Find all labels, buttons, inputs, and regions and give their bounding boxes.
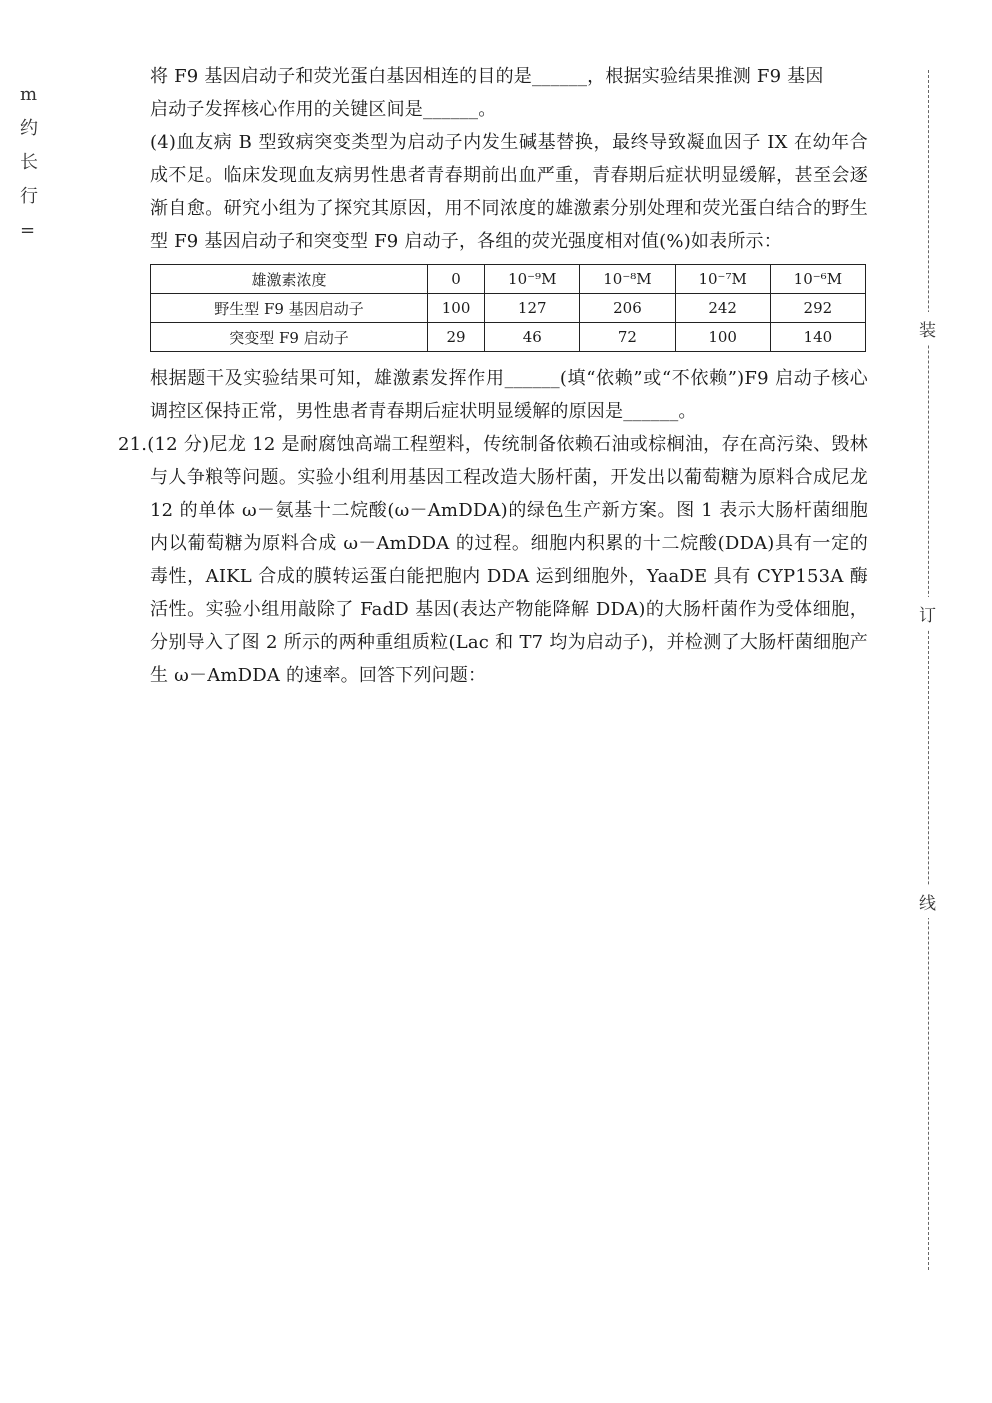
table-cell: 野生型 F9 基因启动子 — [151, 294, 428, 323]
table-cell: 29 — [428, 323, 485, 352]
table-cell: 292 — [770, 294, 865, 323]
table-cell: 140 — [770, 323, 865, 352]
table-cell: 100 — [428, 294, 485, 323]
margin-mark: 约 — [20, 118, 38, 139]
margin-mark: 长 — [20, 152, 38, 173]
paragraph-sub4: (4)血友病 B 型致病突变类型为启动子内发生碱基替换，最终导致凝血因子 IX 在幼年合成不足。临床发现血友病男性患者青春期前出血严重，青春期后症状明显缓解，甚至会逐渐自愈。研究小组为了探究其原因，用不同浓度的雄激素分别处理和荧光蛋白结合的野生型 F9 基因启动子和突变型 F9 启动子，各组的荧光强度相对值(%)如表所示： — [150, 132, 868, 252]
table-cell: 突变型 F9 启动子 — [151, 323, 428, 352]
question-number: 21. — [118, 434, 148, 455]
binding-line — [928, 70, 929, 1270]
table-cell: 127 — [485, 294, 580, 323]
table-cell: 10⁻⁶M — [770, 265, 865, 294]
table-header-row — [151, 265, 866, 294]
paragraph — [150, 60, 868, 126]
binding-mark-ding: 订 — [919, 597, 936, 630]
table-cell: 10⁻⁹M — [485, 265, 580, 294]
table-cell: 10⁻⁸M — [580, 265, 675, 294]
table-cell: 46 — [485, 323, 580, 352]
question-21 — [118, 428, 868, 692]
table-cell: 72 — [580, 323, 675, 352]
para1-line1: 将 F9 基因启动子和荧光蛋白基因相连的目的是______，根据实验结果推测 F9 基因 — [150, 66, 824, 87]
margin-mark: m — [20, 84, 38, 105]
margin-mark: = — [20, 220, 36, 241]
question-21-text: (12 分)尼龙 12 是耐腐蚀高端工程塑料，传统制备依赖石油或棕榈油，存在高污染、毁林与人争粮等问题。实验小组利用基因工程改造大肠杆菌，开发出以葡萄糖为原料合成尼龙 12 的单体 ω－氨基十二烷酸(ω－AmDDA)的绿色生产新方案。图 1 表示大肠杆菌细胞内以葡萄糖为原料合成 ω－AmDDA 的过程。细胞内积累的十二烷酸(DDA)具有一定的毒性，AIKL 合成的膜转运蛋白能把胞内 DDA 运到细胞外，YaaDE 具有 CYP153A 酶活性。实验小组用敲除了 FadD 基因(表达产物能降解 DDA)的大肠杆菌作为受体细胞，分别导入了图 2 所示的两种重组质粒(Lac 和 T7 均为启动子)，并检测了大肠杆菌细胞产生 ω－AmDDA 的速率。回答下列问题： — [147, 434, 868, 686]
fluorescence-table — [150, 264, 866, 352]
table-cell: 雄激素浓度 — [151, 265, 428, 294]
table-cell: 206 — [580, 294, 675, 323]
table-row — [151, 323, 866, 352]
binding-mark-xian: 线 — [919, 885, 936, 918]
margin-mark: 行 — [20, 186, 38, 207]
table-row — [151, 294, 866, 323]
question-content — [118, 60, 868, 692]
binding-mark-zhuang: 装 — [919, 312, 936, 345]
table-cell: 10⁻⁷M — [675, 265, 770, 294]
table-cell: 0 — [428, 265, 485, 294]
para1-line2: 启动子发挥核心作用的关键区间是______。 — [150, 99, 497, 120]
table-cell: 100 — [675, 323, 770, 352]
paragraph-conclusion: 根据题干及实验结果可知，雄激素发挥作用______(填“依赖”或“不依赖”)F9 启动子核心调控区保持正常，男性患者青春期后症状明显缓解的原因是______。 — [150, 368, 868, 422]
table-cell: 242 — [675, 294, 770, 323]
left-margin-marks — [20, 78, 50, 248]
